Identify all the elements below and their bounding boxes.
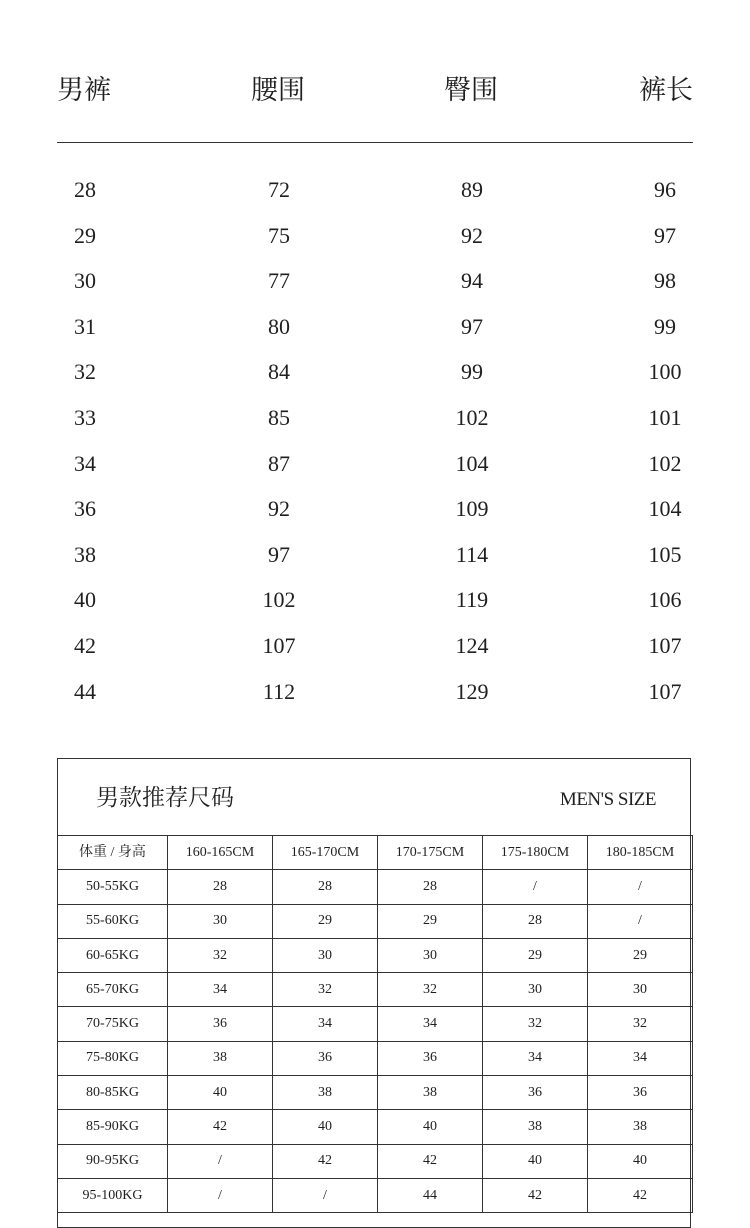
recommended-size: 29 bbox=[378, 904, 483, 938]
recommended-size: 29 bbox=[273, 904, 378, 938]
recommended-size: 34 bbox=[168, 973, 273, 1007]
recommended-size: 42 bbox=[588, 1178, 693, 1212]
pants-size: 38 bbox=[74, 541, 96, 567]
table-row bbox=[57, 532, 693, 578]
recommended-size: 28 bbox=[483, 904, 588, 938]
hip-value: 97 bbox=[461, 313, 483, 339]
pants-size: 40 bbox=[74, 587, 96, 613]
weight-label: 65-70KG bbox=[58, 973, 168, 1007]
recommended-size: 40 bbox=[588, 1144, 693, 1178]
recommended-size: 30 bbox=[378, 938, 483, 972]
recommended-size: 32 bbox=[273, 973, 378, 1007]
hip-value: 119 bbox=[455, 587, 489, 613]
table-row bbox=[57, 623, 693, 669]
recommendation-title: 男款推荐尺码 bbox=[96, 785, 234, 811]
recommended-size: 42 bbox=[378, 1144, 483, 1178]
recommended-size: 30 bbox=[588, 973, 693, 1007]
waist-value: 72 bbox=[268, 177, 290, 202]
recommended-size: 40 bbox=[273, 1110, 378, 1144]
pants-size: 34 bbox=[74, 450, 96, 476]
length-value: 102 bbox=[648, 450, 682, 476]
length-value: 99 bbox=[654, 313, 676, 339]
hip-value: 124 bbox=[455, 632, 489, 658]
header-divider bbox=[57, 142, 693, 143]
recommended-size: 42 bbox=[483, 1178, 588, 1212]
table-row bbox=[58, 973, 693, 1007]
recommended-size: 28 bbox=[378, 870, 483, 904]
recommended-size: / bbox=[483, 870, 588, 904]
corner-label: 体重 / 身高 bbox=[58, 836, 168, 870]
pants-size: 42 bbox=[74, 632, 96, 658]
hip-value: 129 bbox=[455, 678, 489, 704]
pants-size: 29 bbox=[74, 222, 96, 248]
table-row bbox=[57, 349, 693, 395]
table-row bbox=[58, 1041, 693, 1075]
recommended-size: 34 bbox=[483, 1041, 588, 1075]
hip-value: 104 bbox=[455, 450, 489, 476]
recommended-size: 38 bbox=[168, 1041, 273, 1075]
waist-value: 80 bbox=[268, 313, 290, 339]
pants-size: 44 bbox=[74, 678, 96, 704]
pants-size: 36 bbox=[74, 496, 96, 522]
table-row bbox=[57, 395, 693, 441]
recommended-size: 28 bbox=[168, 870, 273, 904]
recommended-size: 42 bbox=[168, 1110, 273, 1144]
recommended-size: / bbox=[273, 1178, 378, 1212]
table-row bbox=[57, 258, 693, 304]
length-value: 101 bbox=[648, 404, 682, 430]
header-pants: 男裤 bbox=[57, 75, 111, 106]
hip-value: 89 bbox=[461, 177, 483, 202]
recommended-size: 32 bbox=[588, 1007, 693, 1041]
recommended-size: 30 bbox=[273, 938, 378, 972]
recommended-size: 29 bbox=[588, 938, 693, 972]
length-value: 106 bbox=[648, 587, 682, 613]
recommended-size: 34 bbox=[378, 1007, 483, 1041]
header-hip: 臀围 bbox=[444, 75, 498, 106]
length-value: 107 bbox=[648, 632, 682, 658]
recommendation-header-row bbox=[58, 836, 693, 870]
recommended-size: 36 bbox=[378, 1041, 483, 1075]
pants-size: 32 bbox=[74, 359, 96, 385]
pants-size: 28 bbox=[74, 177, 96, 202]
weight-label: 60-65KG bbox=[58, 938, 168, 972]
recommended-size: 30 bbox=[168, 904, 273, 938]
height-header: 175-180CM bbox=[483, 836, 588, 870]
size-chart-rows bbox=[57, 167, 693, 714]
recommendation-grid bbox=[57, 835, 693, 1213]
recommendation-subtitle: MEN'S SIZE bbox=[559, 789, 656, 810]
waist-value: 97 bbox=[268, 541, 290, 567]
weight-label: 95-100KG bbox=[58, 1178, 168, 1212]
length-value: 96 bbox=[654, 177, 676, 202]
waist-value: 102 bbox=[262, 587, 296, 613]
table-row bbox=[58, 904, 693, 938]
table-row bbox=[57, 304, 693, 350]
hip-value: 102 bbox=[455, 404, 489, 430]
table-row bbox=[58, 1007, 693, 1041]
size-chart-header bbox=[57, 72, 693, 110]
recommended-size: 30 bbox=[483, 973, 588, 1007]
recommended-size: / bbox=[588, 870, 693, 904]
table-row bbox=[57, 669, 693, 715]
pants-size: 31 bbox=[74, 313, 96, 339]
weight-label: 55-60KG bbox=[58, 904, 168, 938]
length-value: 97 bbox=[654, 222, 676, 248]
table-row bbox=[57, 441, 693, 487]
header-length: 裤长 bbox=[639, 75, 693, 106]
recommended-size: 36 bbox=[483, 1076, 588, 1110]
recommended-size: 38 bbox=[588, 1110, 693, 1144]
recommended-size: / bbox=[588, 904, 693, 938]
recommended-size: 34 bbox=[273, 1007, 378, 1041]
length-value: 98 bbox=[654, 268, 676, 294]
height-header: 160-165CM bbox=[168, 836, 273, 870]
table-row bbox=[58, 870, 693, 904]
recommended-size: 28 bbox=[273, 870, 378, 904]
recommended-size: 29 bbox=[483, 938, 588, 972]
weight-label: 50-55KG bbox=[58, 870, 168, 904]
recommended-size: 36 bbox=[273, 1041, 378, 1075]
table-row bbox=[58, 1110, 693, 1144]
weight-label: 90-95KG bbox=[58, 1144, 168, 1178]
recommended-size: 38 bbox=[273, 1076, 378, 1110]
recommended-size: / bbox=[168, 1144, 273, 1178]
height-header: 170-175CM bbox=[378, 836, 483, 870]
weight-label: 80-85KG bbox=[58, 1076, 168, 1110]
recommended-size: 40 bbox=[483, 1144, 588, 1178]
length-value: 100 bbox=[648, 359, 682, 385]
table-row bbox=[58, 1144, 693, 1178]
table-row bbox=[58, 1076, 693, 1110]
recommended-size: 36 bbox=[588, 1076, 693, 1110]
height-header: 165-170CM bbox=[273, 836, 378, 870]
pants-size: 30 bbox=[74, 268, 96, 294]
recommended-size: 42 bbox=[273, 1144, 378, 1178]
recommended-size: 34 bbox=[588, 1041, 693, 1075]
weight-label: 75-80KG bbox=[58, 1041, 168, 1075]
waist-value: 87 bbox=[268, 450, 290, 476]
waist-value: 75 bbox=[268, 222, 290, 248]
header-waist: 腰围 bbox=[251, 75, 305, 106]
hip-value: 114 bbox=[455, 541, 489, 567]
recommended-size: 36 bbox=[168, 1007, 273, 1041]
table-row bbox=[57, 213, 693, 259]
waist-value: 77 bbox=[268, 268, 290, 294]
hip-value: 92 bbox=[461, 222, 483, 248]
hip-value: 94 bbox=[461, 268, 483, 294]
recommended-size: 40 bbox=[378, 1110, 483, 1144]
recommended-size: 32 bbox=[378, 973, 483, 1007]
waist-value: 112 bbox=[262, 678, 296, 704]
recommended-size: / bbox=[168, 1178, 273, 1212]
length-value: 104 bbox=[648, 496, 682, 522]
hip-value: 109 bbox=[455, 496, 489, 522]
table-row bbox=[58, 938, 693, 972]
table-row bbox=[57, 167, 693, 213]
recommended-size: 32 bbox=[483, 1007, 588, 1041]
weight-label: 85-90KG bbox=[58, 1110, 168, 1144]
waist-value: 92 bbox=[268, 496, 290, 522]
recommended-size: 32 bbox=[168, 938, 273, 972]
table-row bbox=[57, 577, 693, 623]
recommended-size: 40 bbox=[168, 1076, 273, 1110]
recommended-size: 38 bbox=[378, 1076, 483, 1110]
table-row bbox=[57, 486, 693, 532]
waist-value: 85 bbox=[268, 404, 290, 430]
waist-value: 107 bbox=[262, 632, 296, 658]
hip-value: 99 bbox=[461, 359, 483, 385]
recommended-size: 44 bbox=[378, 1178, 483, 1212]
recommended-size: 38 bbox=[483, 1110, 588, 1144]
pants-size: 33 bbox=[74, 404, 96, 430]
waist-value: 84 bbox=[268, 359, 290, 385]
recommendation-table bbox=[57, 758, 691, 1228]
table-row bbox=[58, 1178, 693, 1212]
height-header: 180-185CM bbox=[588, 836, 693, 870]
weight-label: 70-75KG bbox=[58, 1007, 168, 1041]
length-value: 105 bbox=[648, 541, 682, 567]
length-value: 107 bbox=[648, 678, 682, 704]
